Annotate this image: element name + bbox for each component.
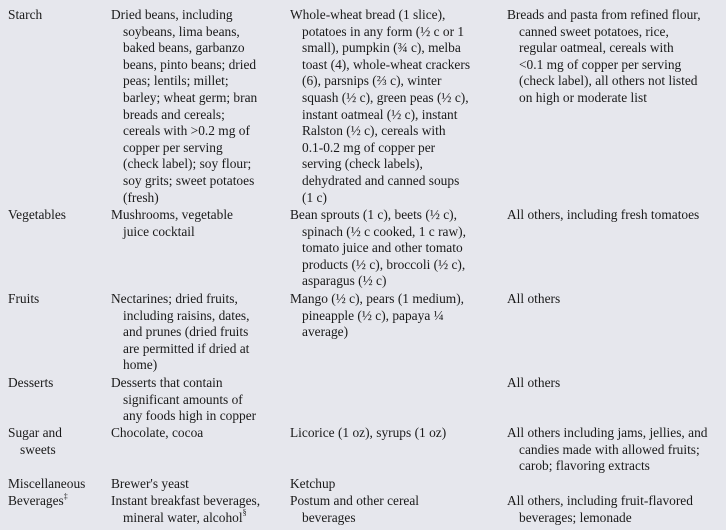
text-line: pineapple (½ c), papaya ¼: [302, 307, 444, 323]
moderate-copper-cell: [290, 425, 495, 442]
text-line: Postum and other cereal: [290, 493, 420, 508]
text-line: soy grits; sweet potatoes: [123, 172, 255, 188]
text-line: on high or moderate list: [519, 89, 647, 105]
category-cell: [8, 493, 108, 510]
text-line: and prunes (dried fruits: [123, 324, 249, 340]
text-line: Desserts that contain: [111, 375, 223, 390]
text-line: cereals with >0.2 mg of: [123, 123, 250, 139]
category-label: Starch: [8, 7, 43, 22]
category-label: sweets: [20, 441, 56, 457]
text-line: mineral water, alcohol§: [123, 508, 247, 525]
text-line: (6), parsnips (⅔ c), winter: [302, 73, 442, 89]
text-line: asparagus (½ c): [302, 273, 387, 289]
low-copper-cell: [507, 375, 719, 392]
text-line: 0.1-0.2 mg of copper per: [302, 139, 436, 155]
high-copper-cell: [111, 493, 291, 526]
category-cell: [8, 375, 108, 392]
category-label: Sugar and: [8, 425, 62, 440]
category-label: Fruits: [8, 291, 40, 306]
moderate-copper-cell: [290, 291, 495, 341]
category-label: Desserts: [8, 375, 54, 390]
high-copper-cell: [111, 375, 291, 425]
category-cell: [8, 425, 108, 458]
text-line: Chocolate, cocoa: [111, 425, 204, 440]
low-copper-cell: [507, 425, 719, 475]
text-line: Ralston (½ c), cereals with: [302, 123, 446, 139]
text-line: All others: [507, 291, 561, 306]
low-copper-cell: [507, 7, 719, 107]
text-line: Mushrooms, vegetable: [111, 207, 233, 222]
text-line: regular oatmeal, cereals with: [519, 40, 674, 56]
text-line: any foods high in copper: [123, 408, 257, 424]
text-line: potatoes in any form (½ c or 1: [302, 23, 465, 39]
category-cell: [8, 476, 108, 493]
text-line: barley; wheat germ; bran: [123, 89, 258, 105]
footnote-mark: ‡: [63, 491, 68, 501]
text-line: Whole-wheat bread (1 slice),: [290, 7, 446, 22]
text-line: are permitted if dried at: [123, 340, 250, 356]
category-cell: [8, 291, 108, 308]
text-line: All others: [507, 375, 561, 390]
text-line: beans, pinto beans; dried: [123, 56, 257, 72]
high-copper-cell: [111, 7, 291, 206]
moderate-copper-cell: [290, 207, 495, 290]
text-line: Breads and pasta from refined flour,: [507, 7, 701, 22]
text-line: dehydrated and canned soups: [302, 172, 460, 188]
text-line: Bean sprouts (1 c), beets (½ c),: [290, 207, 457, 222]
moderate-copper-cell: [290, 476, 495, 493]
low-copper-cell: [507, 207, 719, 224]
moderate-copper-cell: [290, 7, 495, 206]
text-line: beverages: [302, 509, 356, 525]
category-label: Vegetables: [8, 207, 67, 222]
text-line: (check label), all others not listed: [519, 73, 698, 89]
low-copper-cell: [507, 291, 719, 308]
text-line: All others including jams, jellies, and: [507, 425, 708, 440]
text-line: significant amounts of: [123, 391, 243, 407]
text-line: candies made with allowed fruits;: [519, 441, 700, 457]
text-line: <0.1 mg of copper per serving: [519, 56, 682, 72]
text-line: instant oatmeal (½ c), instant: [302, 106, 458, 122]
text-line: home): [123, 357, 158, 373]
footnote-mark: §: [242, 508, 247, 518]
text-line: Mango (½ c), pears (1 medium),: [290, 291, 465, 306]
text-line: including raisins, dates,: [123, 307, 250, 323]
text-line: All others, including fresh tomatoes: [507, 207, 700, 222]
text-line: breads and cereals;: [123, 106, 225, 122]
text-line: (1 c): [302, 189, 327, 205]
category-cell: [8, 207, 108, 224]
text-line: serving (check labels),: [302, 156, 423, 172]
text-line: products (½ c), broccoli (½ c),: [302, 256, 466, 272]
text-line: tomato juice and other tomato: [302, 240, 463, 256]
text-line: All others, including fruit-flavored: [507, 493, 693, 508]
category-label: Miscellaneous: [8, 476, 86, 491]
text-line: Dried beans, including: [111, 7, 233, 22]
text-line: peas; lentils; millet;: [123, 73, 229, 89]
text-line: toast (4), whole-wheat crackers: [302, 56, 471, 72]
text-line: squash (½ c), green peas (½ c),: [302, 89, 469, 105]
category-cell: [8, 7, 108, 24]
text-line: soybeans, lima beans,: [123, 23, 240, 39]
text-line: Licorice (1 oz), syrups (1 oz): [290, 425, 447, 440]
text-line: average): [302, 324, 349, 340]
moderate-copper-cell: [290, 493, 495, 526]
text-line: (fresh): [123, 189, 159, 205]
text-line: spinach (½ c cooked, 1 c raw),: [302, 223, 466, 239]
text-line: small), pumpkin (¾ c), melba: [302, 40, 461, 56]
text-line: canned sweet potatoes, rice,: [519, 23, 669, 39]
text-line: Instant breakfast beverages,: [111, 493, 261, 508]
low-copper-cell: [507, 493, 719, 526]
high-copper-cell: [111, 291, 291, 374]
high-copper-cell: [111, 476, 291, 493]
text-line: baked beans, garbanzo: [123, 40, 245, 56]
text-line: Ketchup: [290, 476, 336, 491]
text-line: beverages; lemonade: [519, 509, 632, 525]
category-label: Beverages‡: [8, 491, 68, 508]
high-copper-cell: [111, 207, 291, 240]
text-line: Brewer's yeast: [111, 476, 189, 491]
text-line: carob; flavoring extracts: [519, 458, 650, 474]
text-line: Nectarines; dried fruits,: [111, 291, 238, 306]
high-copper-cell: [111, 425, 291, 442]
text-line: copper per serving: [123, 139, 223, 155]
text-line: juice cocktail: [123, 223, 195, 239]
text-line: (check label); soy flour;: [123, 156, 252, 172]
